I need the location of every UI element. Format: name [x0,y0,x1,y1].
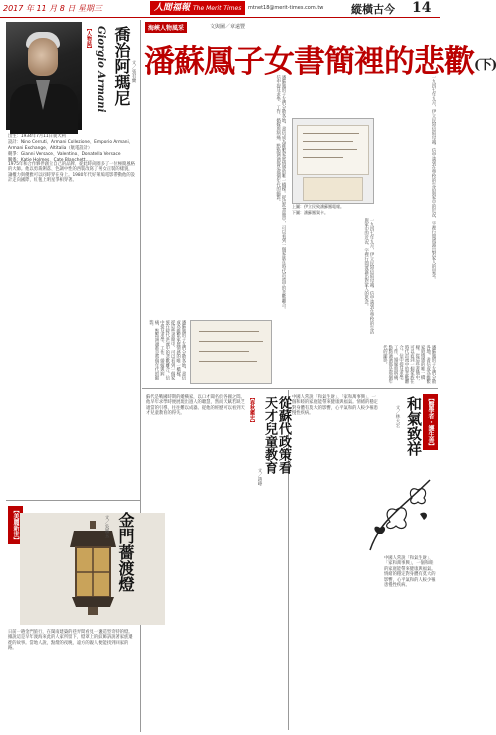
armani-fact-list [8,134,136,164]
column2-title-1: 從蘇代政策看 [276,396,291,474]
photo-caption-1: 上圖：伊立民致潘蘇鳳電報。 [292,204,344,209]
feature-bottom-rule [142,388,438,389]
telegram-line [303,133,359,134]
feature-body-bottom-right: 潘蘇鳳的子女們分散各地，書信成為維繫家庭情感的唯一橋樑。從這些書簡中，可以看到一個家族在時代洪流中的悲歡離合。信中提及求學、工作、婚嫁與病痛，點點滴滴都是那個年代的縮影。 [382,345,436,384]
lantern-icon [66,521,120,617]
fact-relations: 關係：Katie Holmes、Cate Blanchett…… [8,158,95,163]
headline-part: (下) [474,58,496,73]
telegram-line [303,141,353,142]
column2-title-2: 天才兒童教育 [262,396,277,474]
armani-portrait [6,22,82,130]
headline-text: 潘蘇鳳子女書簡裡的悲歡 [144,44,474,80]
photo-caption-2: 下圖：潘蘇鳳賀卡。 [292,210,328,215]
issue-date: 2017 年 11 月 8 日 星期三 [3,4,102,13]
column3-title: 和氣致祥 [405,396,423,456]
section-title: 縱橫古今 [351,3,395,16]
column2-byline: 文／趙峰 [257,468,262,486]
letter-line [199,341,263,342]
column2-tag: 【春秋鑑史】 [249,395,255,425]
letter-line [199,331,259,332]
column3-body: 中國人常說「和氣生財」、「家和萬事興」，一個和睦的家庭能帶來健康與福氣。情緒的穩定對身體有莫大的影響，心平氣和的人較少罹患慢性疾病。 [292,395,378,417]
portrait-face [28,38,58,76]
lamp-title: 金門薔渡燈 [116,512,135,592]
column2-body: 蘇代是戰國時期的縱橫家，以口才聞名於各國之間。他早年求學時便展現出過人的聰慧，然而天賦若缺乏適當的引導，往往難以成器。從他的經歷可以看到天才兒童教育的得失。 [146,395,245,417]
feature-body-lower: 一九四七年九月，伊立民寫信給母親。信中談到在學校的生活與家中的近況，字裡行間流露出對家人的思念。 [363,218,374,335]
fact-design: 設計：Nino Cerruti、Armani Collezione、Emporio Armani、Armani Exchange、Altitalia（航電設計） [8,140,134,151]
fact-birth: 出生：1934年7月11日義大利 [8,134,66,139]
sidebar-kicker: 【人物誌】 [86,26,92,51]
armani-body: 1975年和合作夥伴創立自己的品牌，從此時尚圈多了一位極簡風格的大師。他以剪裁俐落、色調中性的西裝改寫了男女正裝的樣貌，讓權力與優雅可以同時穿在身上。1980年代好萊塢電影帶動他的設計走向國際，紅毯上明星爭相穿著。 [8,162,135,184]
column3-byline: 文／林大宏 [395,405,400,428]
lamp-column-tag: 【美麗新世】 [8,506,23,544]
armani-name-en: Giorgio Armani [95,26,106,113]
greeting-card [303,177,363,201]
sidebar-byline: 文／張君蘭 [131,60,136,83]
lamp-photo [20,513,165,625]
page-number: 14 [412,0,432,16]
lamp-byline: 文／吳鳳玉 [104,515,109,538]
feature-body-bottom-left: 潘蘇鳳的子女們分散各地，書信成為維繫家庭情感的唯一橋樑。從這些書簡中，可以看到一個家族在時代洪流中的悲歡離合。信中提及求學、工作、婚嫁與病痛，點點滴滴都是那個年代的縮影。 [148,320,186,381]
telegram-photo [292,118,374,204]
column3-tag: 【醫學者・護生善】 [423,394,438,450]
logo-english: The Merit Times [193,5,242,12]
feature-byline: 文與圖／章遠豐 [210,24,246,30]
newspaper-logo [150,1,245,15]
letter-line [199,351,249,352]
letter-photo [190,320,272,384]
telegram-line [303,149,357,150]
contact-email: mtnet18@merit-times.com.tw [248,5,324,11]
left-column-rule [140,20,141,732]
feature-body-main: 潘蘇鳳的子女們分散各地，書信成為維繫家庭情感的唯一橋樑。從這些書簡中，可以看到一個家族在時代洪流中的悲歡離合。信中提及求學、工作、婚嫁與病痛，點點滴滴都是那個年代的縮影。 [275,75,286,312]
telegram-line [303,157,343,158]
feature-body-right: 一九四七年九月，伊立民寫信給母親。信中談到在學校的生活與家中的近況，字裡行間流露出對家人的思念。 [431,75,436,282]
letter-line [199,361,257,362]
armani-name-zh: 喬治阿瑪尼 [112,26,131,106]
column3-body-continued: 中國人常說「和氣生財」、「家和萬事興」，一個和睦的家庭能帶來健康與福氣。情緒的穩定對身體有莫大的影響，心平氣和的人較少罹患慢性疾病。 [384,556,436,589]
sidebar-divider [6,500,140,501]
fact-rivals: 競爭：Gianni Versace、Valentino、Donatella Versace [8,152,121,157]
logo-text: 人間福報 [154,3,191,13]
feature-column-tag: 海峽人物風采 [145,22,187,33]
lamp-body: 日前一趟金門旅行，在閩南建築的巷弄間看見一盞造型奇特的燈。據說這是早年渡海來此的人家所留下，燈罩上的紋飾訴說著家族遷徙的故事。當地人說，點燈的夜晚，遠方的親人便能找到回家的路。 [8,630,133,652]
